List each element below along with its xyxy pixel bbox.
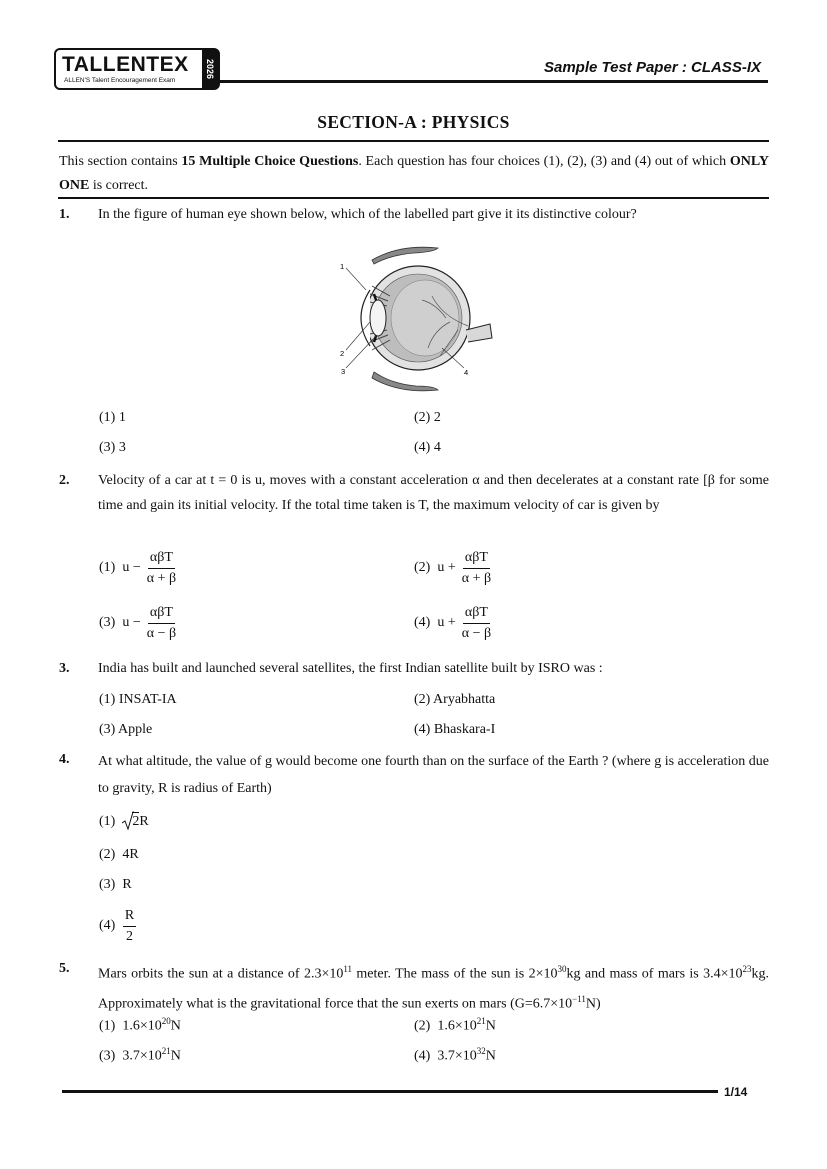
option-3: (3) u − $\frac{\text{αβT}}{\alpha - \beta}$: [99, 605, 177, 641]
question-number: 5.: [59, 961, 70, 976]
question-text: Mars orbits the sun at a distance of $2.3\times 10^{11}$ meter. The mass of the sun is $2\times 10^{30}kg$ and mass of mars is $3.4\times 10^{23}kg$. Approximately what is the gravitational force that the sun exerts on mars $(G=6.7\times 10^{-11}N)$: [98, 964, 769, 1012]
section-rule-top: [58, 140, 769, 142]
paper-title: Sample Test Paper : CLASS-IX: [543, 59, 761, 76]
section-title: SECTION-A : PHYSICS: [317, 112, 510, 132]
section-rule-bottom: [58, 197, 769, 199]
human-eye-diagram: [330, 238, 500, 398]
option-1: (1) INSAT-IA: [99, 692, 177, 707]
question-number: 2.: [59, 473, 70, 488]
logo-subtext: ALLEN'S Talent Encouragement Exam: [64, 77, 176, 84]
option-2: (2) 4R: [99, 847, 139, 862]
tallentex-logo: [54, 48, 220, 90]
question-text: Velocity of a car at t = 0 is u, moves with a constant acceleration α and then decelerates at a constant rate [β for some time and gain its initial velocity. If the total time taken is T, the maximum velocity of car is given by: [98, 473, 769, 513]
option-2: (2) u + $\frac{\text{αβT}}{\alpha + \beta}$: [414, 550, 492, 586]
question-number: 4.: [59, 752, 70, 767]
page-number: 1/14: [724, 1085, 748, 1099]
option-2: (2) $1.6\times 10^{21}N$: [414, 1016, 496, 1034]
option-1: (1) 1: [99, 410, 126, 425]
option-4: (4) $\frac{R}{2}$: [99, 908, 135, 944]
section-intro: This section contains 15 Multiple Choice Questions. Each question has four choices (1), (2), (3) and (4) out of which ONLY ONE is correct.: [59, 154, 769, 193]
eye-label-3: 3: [341, 367, 346, 376]
eye-label-4: 4: [464, 368, 469, 377]
option-2: (2) Aryabhatta: [414, 692, 496, 707]
option-2: (2) 2: [414, 410, 441, 425]
question-text: India has built and launched several satellites, the first Indian satellite built by ISRO was :: [98, 661, 603, 676]
question-text: At what altitude, the value of g would become one fourth than on the surface of the Earth ? (where g is acceleration due to gravity, R is radius of Earth): [98, 754, 769, 796]
question-text: In the figure of human eye shown below, which of the labelled part give it its distinctive colour?: [98, 207, 637, 222]
option-4: (4) $3.7\times 10^{32}N$: [414, 1046, 496, 1064]
option-3: (3) 3: [99, 440, 126, 455]
logo-text: TALLENTEX: [62, 53, 189, 76]
option-1: (1) $1.6\times 10^{20}N$: [99, 1016, 181, 1034]
option-3: (3) R: [99, 877, 132, 892]
option-3: (3) $3.7\times 10^{21}N$: [99, 1046, 181, 1064]
option-4: (4) Bhaskara-I: [414, 722, 496, 737]
option-4: (4) u + $\frac{\text{αβT}}{\alpha - \beta}$: [414, 605, 492, 641]
option-4: (4) 4: [414, 440, 441, 455]
eye-label-1: 1: [340, 262, 345, 271]
option-1: (1) u − $\frac{\text{αβT}}{\alpha + \beta}$: [99, 550, 177, 586]
logo-year-badge: 2026: [202, 50, 218, 88]
question-number: 1.: [59, 207, 70, 222]
footer-rule: [62, 1090, 718, 1093]
question-number: 3.: [59, 661, 70, 676]
header-rule: [214, 80, 768, 83]
eye-label-2: 2: [340, 349, 345, 358]
option-3: (3) Apple: [99, 722, 153, 737]
option-1: (1) 2R: [99, 814, 149, 829]
